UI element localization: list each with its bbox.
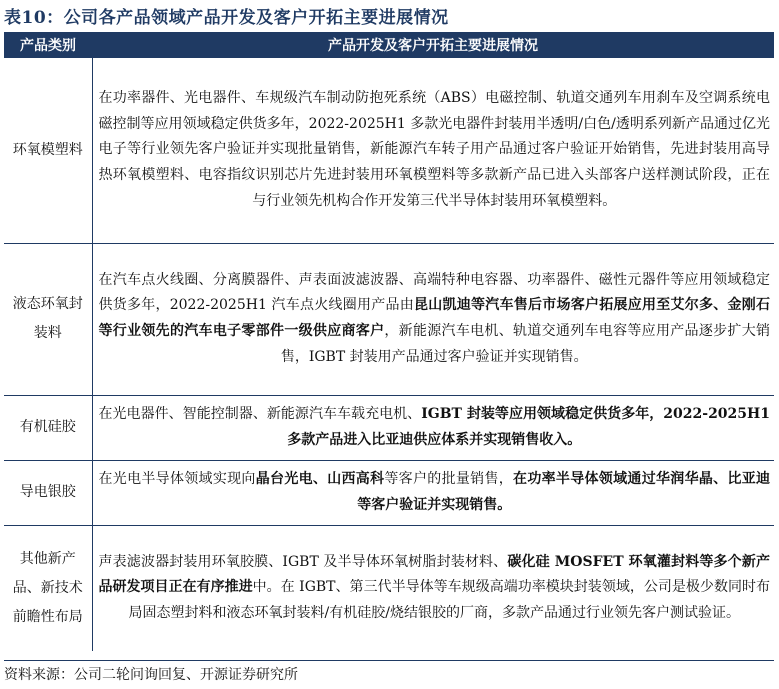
text-segment: ，新能源汽车电机、轨道交通列车电容等应用产品逐步扩大销售，IGBT 封装用产品通过客户验证并实现销售。	[280, 323, 771, 365]
table-row	[4, 460, 774, 525]
text-segment-bold: 碳化硅 MOSFET 环氧灌封料等多个新产品研发项目正在有序推进	[98, 553, 770, 596]
table-row	[4, 395, 774, 460]
row-category: 有机硅胶	[4, 395, 92, 460]
text-segment: 声表滤波器封装用环氧胶膜、IGBT 及半导体环氧树脂封装材料、	[98, 553, 508, 570]
table-row	[4, 243, 774, 395]
row-category: 导电银胶	[4, 460, 92, 525]
row-progress	[92, 243, 774, 395]
table-title: 表10：公司各产品领域产品开发及客户开拓主要进展情况	[4, 8, 449, 28]
table-bottom-rule	[4, 660, 774, 661]
row-progress	[92, 395, 774, 460]
text-segment-bold: 昆山凯迪等汽车售后市场客户拓展应用至艾尔多、金刚石等行业领先的汽车电子零部件一级供应商客户	[98, 297, 770, 339]
text-segment: 在光电器件、智能控制器、新能源汽车车载充电机、	[98, 405, 422, 422]
source-note: 资料来源：公司二轮问询回复、开源证券研究所	[4, 667, 298, 683]
text-segment-bold: IGBT 封装等应用领域稳定供货多年，2022-2025H1 多款产品进入比亚迪供应体系并实现销售收入。	[287, 405, 770, 448]
text-segment: 在汽车点火线圈、分离膜器件、声表面波滤波器、高端特种电容器、功率器件、磁性元器件等应用领域稳定供货多年，2022-2025H1 汽车点火线圈用产品由	[98, 271, 770, 314]
text-segment: 在功率器件、光电器件、车规级汽车制动防抱死系统（ABS）电磁控制、轨道交通列车用刹车及空调系统电磁控制等应用领域稳定供货多年，2022-2025H1 多款光电器件封装用半透明/白色/透明系列新产品通过亿光电子等行业领先客户验证并实现批量销售，新能源汽车转子用产品通过客户验证开始销售，先进封装用高导热环氧模塑料、电容指纹识别芯片先进封装用环氧模塑料等多款新产品已进入头部客户送样测试阶段，正在与行业领先机构合作开发第三代半导体封装用环氧模塑料。	[98, 90, 770, 209]
progress-table	[4, 32, 774, 651]
row-progress	[92, 460, 774, 525]
row-progress	[92, 58, 774, 243]
table-header-row	[4, 32, 774, 58]
row-progress	[92, 525, 774, 651]
table-row	[4, 58, 774, 243]
row-category: 环氧模塑料	[4, 58, 92, 243]
row-category: 其他新产品、新技术前瞻性布局	[4, 525, 92, 651]
text-segment-bold: 晶台光电、山西高科	[255, 470, 385, 487]
header-category: 产品类别	[4, 32, 92, 58]
header-progress: 产品开发及客户开拓主要进展情况	[92, 32, 774, 58]
text-segment-bold: 在功率半导体领域通过华润华晶、比亚迪等客户验证并实现销售。	[357, 470, 771, 513]
text-segment: 中。在 IGBT、第三代半导体等车规级高端功率模块封装领域，公司是极少数同时布局固态塑封料和液态环氧封装料/有机硅胶/烧结银胶的厂商，多款产品通过行业领先客户测试验证。	[128, 579, 770, 622]
row-category: 液态环氧封装料	[4, 243, 92, 395]
text-segment: 在光电半导体领域实现向	[98, 470, 256, 487]
table-row	[4, 525, 774, 651]
text-segment: 等客户的批量销售，	[384, 470, 514, 487]
